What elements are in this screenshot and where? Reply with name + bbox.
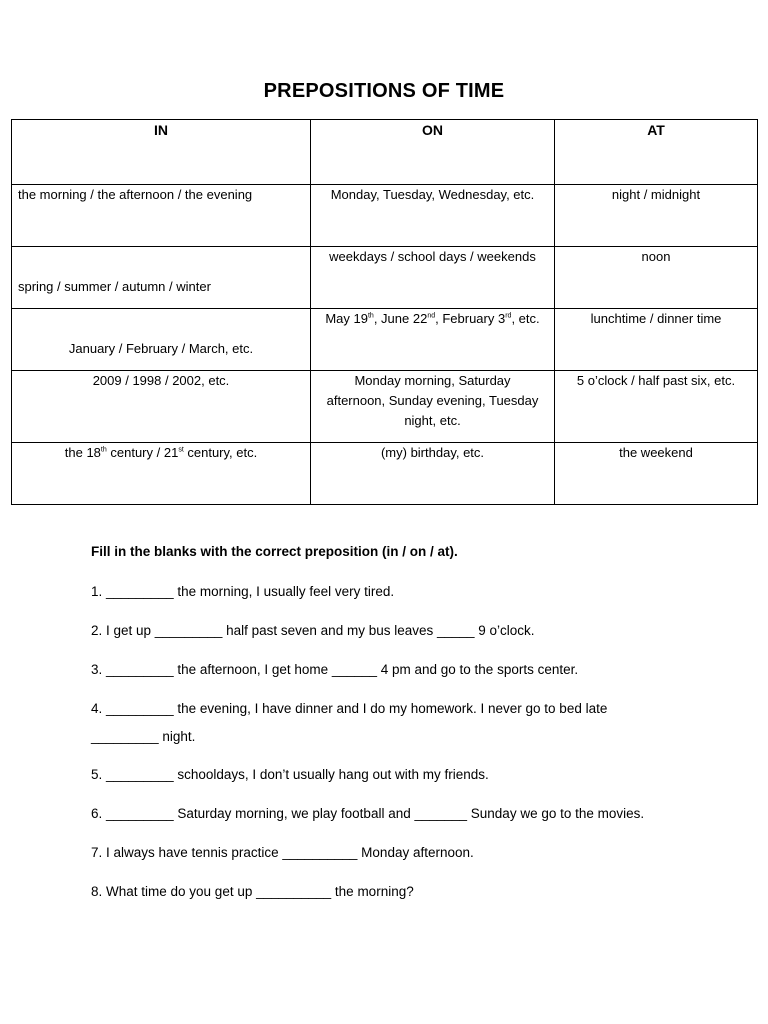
header-in: IN <box>12 120 311 185</box>
cell-in: 2009 / 1998 / 2002, etc. <box>12 371 311 443</box>
cell-in: the morning / the afternoon / the evening <box>12 185 311 247</box>
exercise-item: 6. _________ Saturday morning, we play football and _______ Sunday we go to the movies. <box>91 806 645 821</box>
page-title: PREPOSITIONS OF TIME <box>263 80 505 102</box>
exercise-item: 2. I get up _________ half past seven and my bus leaves _____ 9 o’clock. <box>91 623 535 638</box>
table-row <box>12 185 758 247</box>
header-on: ON <box>311 120 555 185</box>
cell-in <box>12 443 311 505</box>
exercise-item-continuation: _________ night. <box>91 729 196 744</box>
cell-on: (my) birthday, etc. <box>311 443 555 505</box>
exercise-item: 7. I always have tennis practice __________ Monday afternoon. <box>91 845 474 860</box>
cell-on <box>311 309 555 371</box>
table-header-row <box>12 120 758 185</box>
exercise-item: 8. What time do you get up __________ the morning? <box>91 884 414 899</box>
exercise-item: 1. _________ the morning, I usually feel very tired. <box>91 584 395 599</box>
cell-at: night / midnight <box>555 185 758 247</box>
centuries-text: the 18th century / 21st century, etc. <box>64 445 258 460</box>
cell-at: the weekend <box>555 443 758 505</box>
cell-at: lunchtime / dinner time <box>555 309 758 371</box>
exercise-item: 3. _________ the afternoon, I get home ______ 4 pm and go to the sports center. <box>91 662 579 677</box>
prepositions-table <box>11 119 758 505</box>
exercise-item: 4. _________ the evening, I have dinner and I do my homework. I never go to bed late <box>91 701 608 716</box>
cell-at: noon <box>555 247 758 309</box>
cell-in: January / February / March, etc. <box>12 309 311 371</box>
table-row <box>12 443 758 505</box>
multiline-text: Monday morning, Saturday afternoon, Sunday evening, Tuesday night, etc. <box>326 373 539 428</box>
cell-on: Monday, Tuesday, Wednesday, etc. <box>311 185 555 247</box>
cell-in: spring / summer / autumn / winter <box>12 247 311 309</box>
exercise-item: 5. _________ schooldays, I don’t usually hang out with my friends. <box>91 767 489 782</box>
cell-at: 5 o’clock / half past six, etc. <box>555 371 758 443</box>
table-row <box>12 247 758 309</box>
table-row <box>12 309 758 371</box>
cell-on <box>311 371 555 443</box>
table-row <box>12 371 758 443</box>
instructions: Fill in the blanks with the correct preposition (in / on / at). <box>91 544 458 559</box>
header-at: AT <box>555 120 758 185</box>
cell-on: weekdays / school days / weekends <box>311 247 555 309</box>
dates-text: May 19th, June 22nd, February 3rd, etc. <box>325 311 540 326</box>
